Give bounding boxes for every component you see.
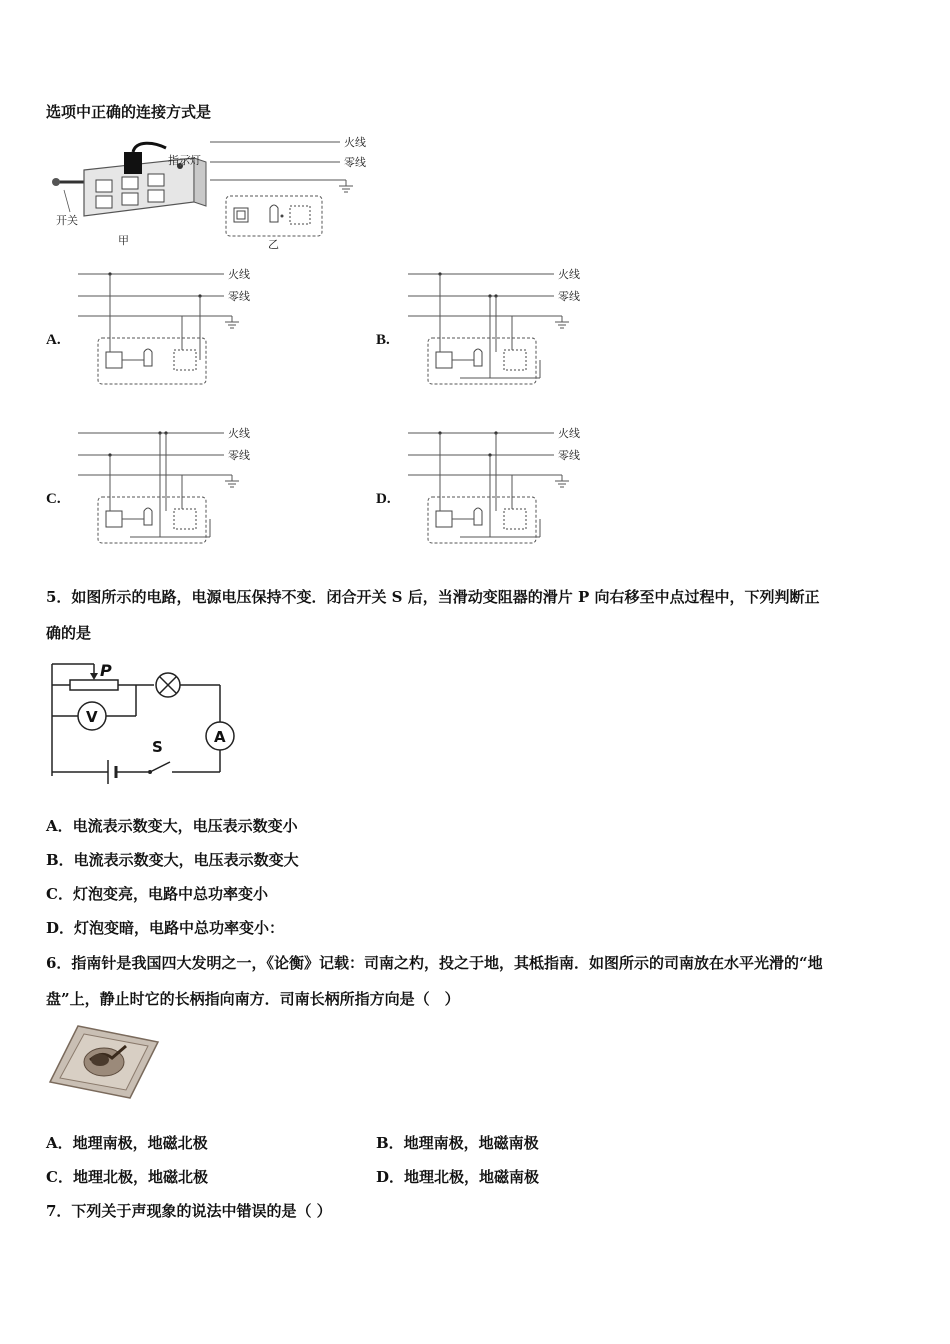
switch-label: 开关 <box>56 214 78 227</box>
fig-yi-neutral-label: 零线 <box>344 156 366 169</box>
fig-yi-live-label: 火线 <box>344 136 366 149</box>
fig-jia-caption: 甲 <box>118 234 129 247</box>
option-b-neutral-label: 零线 <box>558 290 580 303</box>
q5-option-d[interactable]: D．灯泡变暗，电路中总功率变小： <box>46 919 285 937</box>
option-c-live-label: 火线 <box>228 427 250 440</box>
q6-option-a[interactable]: A．地理南极，地磁北极 <box>46 1134 208 1152</box>
q6-option-d[interactable]: D．地理北极，地磁南极 <box>376 1168 540 1186</box>
q6-option-b[interactable]: B．地理南极，地磁南极 <box>376 1134 539 1152</box>
q4-option-b-diagram[interactable] <box>408 262 588 390</box>
option-d-live-label: 火线 <box>558 427 580 440</box>
q4-option-c-diagram[interactable] <box>78 421 258 549</box>
option-a-live-label: 火线 <box>228 268 250 281</box>
q5-option-b[interactable]: B．电流表示数变大，电压表示数变大 <box>46 851 299 869</box>
q6-option-c[interactable]: C．地理北极，地磁北极 <box>46 1168 208 1186</box>
q7-stem: 7．下列关于声现象的说法中错误的是（ ） <box>46 1202 332 1220</box>
q5-stem-line1: 5．如图所示的电路，电源电压保持不变．闭合开关 S 后，当滑动变阻器的滑片 P 向右移至中点过程中，下列判断正 <box>46 588 820 606</box>
q6-stem-line2: 盘”上，静止时它的长柄指向南方．司南长柄所指方向是（ ） <box>46 990 460 1008</box>
voltmeter-label: V <box>86 708 98 726</box>
switch-s-label: S <box>152 738 163 756</box>
q4-option-a-diagram[interactable] <box>78 262 258 390</box>
ammeter-label: A <box>214 728 226 746</box>
power-strip-figure <box>44 140 214 250</box>
q6-stem-line1: 6．指南针是我国四大发明之一，《论衡》记载：司南之杓，投之于地，其柢指南．如图所示的司南放在水平光滑的“地 <box>46 954 823 972</box>
circuit-p-label: P <box>100 661 112 680</box>
option-a-neutral-label: 零线 <box>228 290 250 303</box>
q4-option-d-label[interactable]: D. <box>376 491 391 507</box>
socket-box-figure <box>210 130 380 250</box>
q5-option-a[interactable]: A．电流表示数变大，电压表示数变小 <box>46 817 298 835</box>
indicator-label: 指示灯 <box>168 154 201 167</box>
q4-option-c-label[interactable]: C. <box>46 491 61 507</box>
q4-stem: 选项中正确的连接方式是 <box>46 103 212 121</box>
q5-circuit-diagram <box>44 656 244 786</box>
option-b-live-label: 火线 <box>558 268 580 281</box>
q4-option-d-diagram[interactable] <box>408 421 588 549</box>
sinan-compass-image <box>48 1024 160 1100</box>
q4-option-a-label[interactable]: A. <box>46 332 61 348</box>
fig-yi-caption: 乙 <box>268 238 279 251</box>
q5-stem-line2: 确的是 <box>46 624 92 642</box>
option-d-neutral-label: 零线 <box>558 449 580 462</box>
q4-option-b-label[interactable]: B. <box>376 332 390 348</box>
option-c-neutral-label: 零线 <box>228 449 250 462</box>
q5-option-c[interactable]: C．灯泡变亮，电路中总功率变小 <box>46 885 268 903</box>
